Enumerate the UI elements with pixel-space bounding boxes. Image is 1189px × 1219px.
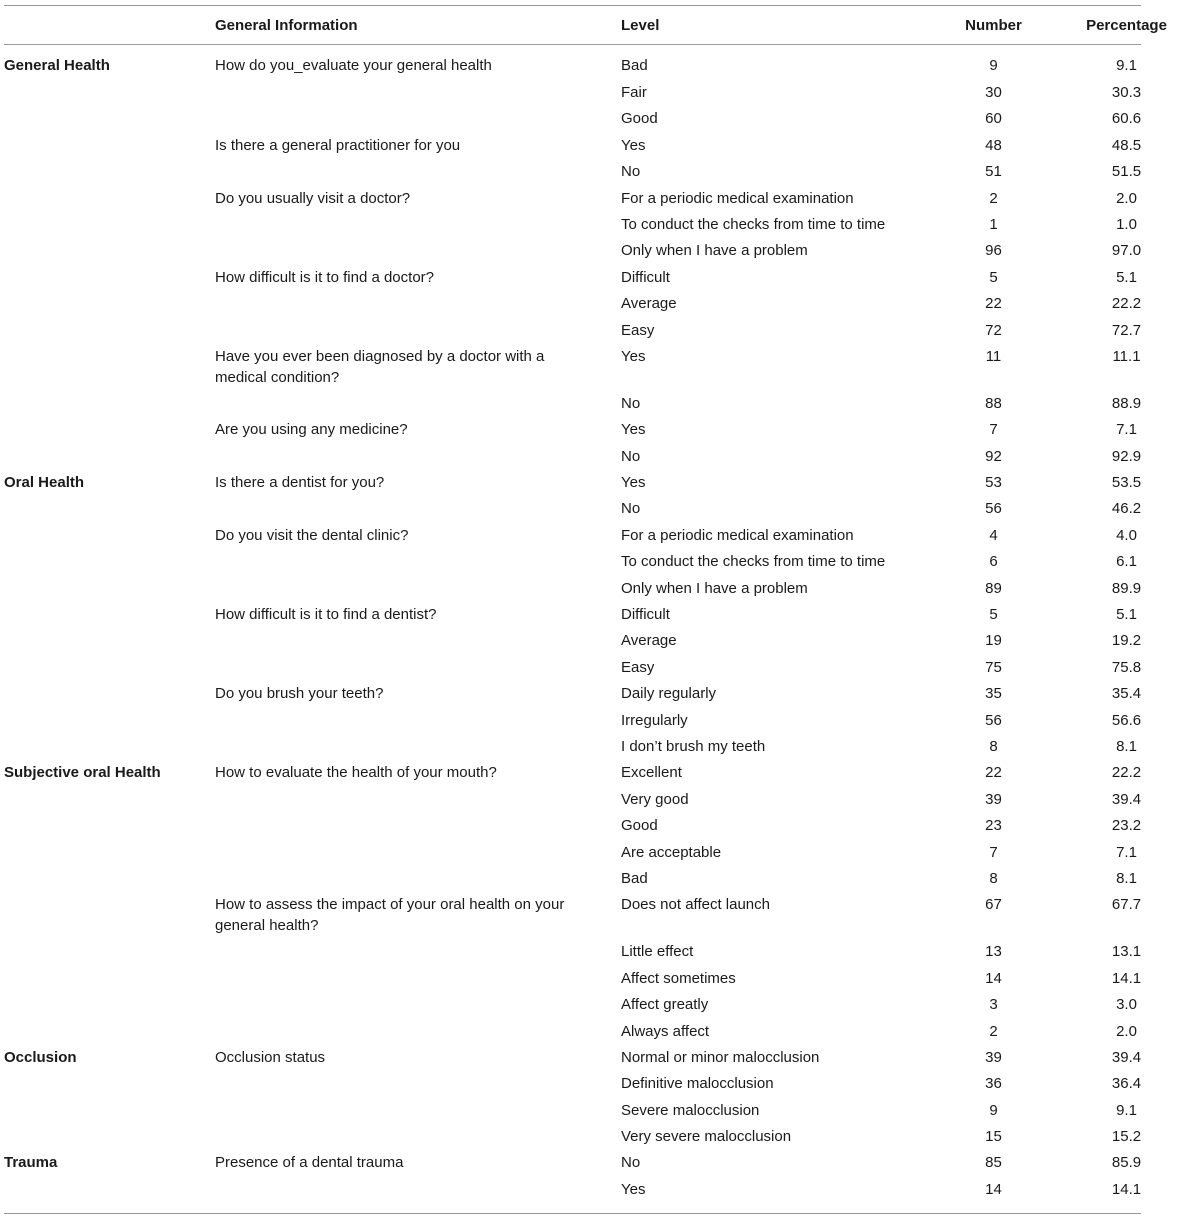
row-question	[215, 785, 621, 811]
row-question: How difficult is it to find a doctor?	[215, 268, 434, 286]
row-level: No	[621, 447, 641, 465]
row-number: 53	[985, 474, 1002, 492]
table-row	[4, 442, 1189, 468]
row-category	[4, 184, 215, 210]
row-category	[4, 236, 215, 262]
row-percentage: 36.4	[1111, 1075, 1142, 1093]
row-level: Difficult	[621, 268, 670, 286]
row-level: No	[621, 1154, 641, 1172]
row-level: Definitive malocclusion	[621, 1075, 774, 1093]
header-level: Level	[621, 16, 660, 34]
row-question	[215, 1017, 621, 1043]
table-row	[4, 1122, 1189, 1148]
row-category	[4, 521, 215, 547]
table-row	[4, 864, 1189, 890]
table-row	[4, 104, 1189, 130]
table-row	[4, 289, 1189, 315]
row-level: Excellent	[621, 764, 682, 782]
row-number: 96	[985, 242, 1002, 260]
row-level: Easy	[621, 321, 655, 339]
table-row	[4, 494, 1189, 520]
row-question	[215, 964, 621, 990]
row-category	[4, 1122, 215, 1148]
row-question	[215, 574, 621, 600]
row-question	[215, 990, 621, 1016]
row-question: How to assess the impact of your oral health on your general health?	[215, 896, 565, 935]
table-row	[4, 389, 1189, 415]
row-number: 48	[985, 136, 1002, 154]
row-percentage: 88.9	[1111, 394, 1142, 412]
row-category	[4, 574, 215, 600]
table-row	[4, 706, 1189, 732]
row-number: 23	[985, 817, 1002, 835]
row-number: 6	[989, 553, 998, 571]
row-question: Do you brush your teeth?	[215, 685, 384, 703]
row-number: 1	[989, 215, 998, 233]
row-category	[4, 964, 215, 990]
row-level: Average	[621, 295, 677, 313]
row-number: 5	[989, 268, 998, 286]
table-row	[4, 890, 1189, 937]
row-category	[4, 785, 215, 811]
table-row	[4, 236, 1189, 262]
row-category	[4, 990, 215, 1016]
row-category	[4, 442, 215, 468]
row-question	[215, 442, 621, 468]
row-category	[4, 316, 215, 342]
row-category	[4, 1017, 215, 1043]
table-row	[4, 1175, 1189, 1201]
row-number: 89	[985, 579, 1002, 597]
row-percentage: 89.9	[1111, 579, 1142, 597]
table-row	[4, 937, 1189, 963]
row-category	[4, 1096, 215, 1122]
row-question: Occlusion status	[215, 1048, 326, 1066]
table-row	[4, 521, 1189, 547]
row-percentage: 85.9	[1111, 1154, 1142, 1172]
row-question: Do you usually visit a doctor?	[215, 189, 411, 207]
table-row	[4, 44, 1189, 78]
table-row	[4, 263, 1189, 289]
header-number: Number	[965, 16, 1022, 34]
row-number: 3	[989, 996, 998, 1014]
row-percentage: 56.6	[1111, 711, 1142, 729]
row-level: Good	[621, 817, 658, 835]
row-question	[215, 157, 621, 183]
row-category	[4, 131, 215, 157]
row-level: Good	[621, 110, 658, 128]
row-level: Severe malocclusion	[621, 1101, 760, 1119]
row-level: Yes	[621, 1180, 646, 1198]
row-number: 11	[985, 347, 1002, 365]
row-percentage: 7.1	[1116, 843, 1137, 861]
row-question	[215, 236, 621, 262]
header-percentage: Percentage	[1086, 16, 1167, 34]
row-number: 14	[985, 969, 1002, 987]
row-level: Average	[621, 632, 677, 650]
row-category: Trauma	[4, 1154, 58, 1172]
row-level: Normal or minor malocclusion	[621, 1048, 820, 1066]
row-question: Have you ever been diagnosed by a doctor with a medical condition?	[215, 347, 545, 386]
row-level: To conduct the checks from time to time	[621, 553, 886, 571]
row-question	[215, 289, 621, 315]
row-number: 67	[985, 896, 1002, 914]
row-question	[215, 937, 621, 963]
row-category	[4, 415, 215, 441]
row-level: Bad	[621, 57, 648, 74]
row-level: Affect greatly	[621, 996, 709, 1014]
row-number: 5	[989, 606, 998, 624]
table-row	[4, 811, 1189, 837]
row-category	[4, 157, 215, 183]
row-level: Yes	[621, 474, 646, 492]
row-percentage: 72.7	[1111, 321, 1142, 339]
row-percentage: 6.1	[1116, 553, 1137, 571]
row-number: 4	[989, 526, 998, 544]
table-row	[4, 732, 1189, 758]
table-row	[4, 838, 1189, 864]
row-number: 60	[985, 110, 1002, 128]
row-percentage: 53.5	[1111, 474, 1142, 492]
row-category	[4, 289, 215, 315]
row-number: 30	[985, 84, 1002, 101]
row-number: 14	[985, 1180, 1002, 1198]
row-question: Are you using any medicine?	[215, 421, 408, 439]
row-question	[215, 653, 621, 679]
row-number: 8	[989, 869, 998, 887]
row-number: 8	[989, 737, 998, 755]
row-level: Always affect	[621, 1022, 710, 1040]
row-category	[4, 342, 215, 389]
row-level: Are acceptable	[621, 843, 722, 861]
row-question: How difficult is it to find a dentist?	[215, 606, 437, 624]
row-question	[215, 78, 621, 104]
row-category	[4, 653, 215, 679]
row-number: 39	[985, 1048, 1002, 1066]
row-number: 22	[985, 295, 1002, 313]
row-percentage: 60.6	[1111, 110, 1142, 128]
header-row	[4, 6, 1189, 44]
table-row	[4, 78, 1189, 104]
row-level: Affect sometimes	[621, 969, 736, 987]
header-general-information: General Information	[215, 16, 358, 34]
row-percentage: 5.1	[1116, 268, 1137, 286]
row-level: For a periodic medical examination	[621, 189, 854, 207]
row-percentage: 39.4	[1111, 790, 1142, 808]
row-level: For a periodic medical examination	[621, 526, 854, 544]
row-level: Yes	[621, 136, 646, 154]
row-number: 9	[989, 1101, 998, 1119]
row-category	[4, 600, 215, 626]
table-row	[4, 342, 1189, 389]
row-number: 35	[985, 685, 1002, 703]
row-question: Is there a dentist for you?	[215, 474, 385, 492]
table-row	[4, 131, 1189, 157]
row-question	[215, 316, 621, 342]
row-number: 2	[989, 189, 998, 207]
row-question	[215, 1069, 621, 1095]
row-category	[4, 78, 215, 104]
table-row	[4, 653, 1189, 679]
row-question	[215, 838, 621, 864]
row-percentage: 23.2	[1111, 817, 1142, 835]
row-number: 7	[989, 421, 998, 439]
table-row	[4, 468, 1189, 494]
row-category	[4, 494, 215, 520]
row-percentage: 4.0	[1116, 526, 1137, 544]
row-category	[4, 210, 215, 236]
row-level: I don’t brush my teeth	[621, 737, 766, 755]
row-number: 56	[985, 711, 1002, 729]
row-level: Very severe malocclusion	[621, 1128, 792, 1146]
row-percentage: 9.1	[1116, 1101, 1137, 1119]
table-row	[4, 157, 1189, 183]
row-number: 88	[985, 394, 1002, 412]
survey-table	[4, 6, 1189, 1201]
row-number: 2	[989, 1022, 998, 1040]
row-number: 19	[985, 632, 1002, 650]
row-category: Oral Health	[4, 474, 85, 492]
row-level: Irregularly	[621, 711, 688, 729]
row-number: 36	[985, 1075, 1002, 1093]
row-category	[4, 547, 215, 573]
row-percentage: 14.1	[1111, 969, 1142, 987]
bottom-rule	[4, 1213, 1141, 1214]
row-percentage: 2.0	[1116, 189, 1137, 207]
row-level: Easy	[621, 658, 655, 676]
row-question	[215, 626, 621, 652]
row-level: No	[621, 394, 641, 412]
row-number: 56	[985, 500, 1002, 518]
row-number: 72	[985, 321, 1002, 339]
row-percentage: 51.5	[1111, 163, 1142, 181]
table-row	[4, 1096, 1189, 1122]
row-question: How to evaluate the health of your mouth?	[215, 764, 497, 782]
row-percentage: 92.9	[1111, 447, 1142, 465]
row-percentage: 30.3	[1111, 84, 1142, 101]
row-category	[4, 937, 215, 963]
table-row	[4, 964, 1189, 990]
row-level: Bad	[621, 869, 648, 887]
row-level: Only when I have a problem	[621, 579, 808, 597]
row-category	[4, 864, 215, 890]
row-category	[4, 104, 215, 130]
row-number: 13	[985, 943, 1002, 961]
header-category	[4, 6, 215, 44]
row-percentage: 19.2	[1111, 632, 1142, 650]
row-number: 15	[985, 1128, 1002, 1146]
row-number: 85	[985, 1154, 1002, 1172]
table-body	[4, 44, 1189, 1201]
table-row	[4, 990, 1189, 1016]
row-percentage: 1.0	[1116, 215, 1137, 233]
table-row	[4, 547, 1189, 573]
row-level: Difficult	[621, 606, 670, 624]
row-level: To conduct the checks from time to time	[621, 215, 886, 233]
row-category	[4, 838, 215, 864]
row-level: Daily regularly	[621, 685, 717, 703]
row-percentage: 67.7	[1111, 896, 1142, 914]
table-row	[4, 184, 1189, 210]
row-question	[215, 547, 621, 573]
row-question: How do you_evaluate your general health	[215, 57, 492, 74]
row-question: Presence of a dental trauma	[215, 1154, 404, 1172]
row-percentage: 48.5	[1111, 136, 1142, 154]
row-category	[4, 626, 215, 652]
row-question	[215, 732, 621, 758]
row-category	[4, 1069, 215, 1095]
row-level: Yes	[621, 421, 646, 439]
row-percentage: 22.2	[1111, 295, 1142, 313]
table-row	[4, 316, 1189, 342]
row-percentage: 75.8	[1111, 658, 1142, 676]
row-number: 9	[989, 57, 998, 74]
row-category	[4, 263, 215, 289]
row-percentage: 13.1	[1111, 943, 1142, 961]
row-percentage: 39.4	[1111, 1048, 1142, 1066]
row-percentage: 11.1	[1112, 347, 1141, 365]
row-number: 39	[985, 790, 1002, 808]
row-level: No	[621, 163, 641, 181]
row-question	[215, 389, 621, 415]
row-category: Subjective oral Health	[4, 764, 161, 782]
row-number: 22	[985, 764, 1002, 782]
row-level: Only when I have a problem	[621, 242, 808, 260]
row-question	[215, 1175, 621, 1201]
table-row	[4, 626, 1189, 652]
table-row	[4, 600, 1189, 626]
row-question	[215, 210, 621, 236]
row-category	[4, 811, 215, 837]
row-percentage: 8.1	[1116, 737, 1137, 755]
row-percentage: 22.2	[1111, 764, 1142, 782]
row-percentage: 5.1	[1116, 606, 1137, 624]
table-row	[4, 210, 1189, 236]
row-question: Is there a general practitioner for you	[215, 136, 461, 154]
row-percentage: 15.2	[1111, 1128, 1142, 1146]
row-question	[215, 494, 621, 520]
table-row	[4, 1069, 1189, 1095]
row-percentage: 14.1	[1111, 1180, 1142, 1198]
row-question: Do you visit the dental clinic?	[215, 526, 409, 544]
row-category	[4, 1175, 215, 1201]
row-question	[215, 864, 621, 890]
row-percentage: 8.1	[1116, 869, 1137, 887]
row-level: No	[621, 500, 641, 518]
row-question	[215, 1096, 621, 1122]
row-category	[4, 706, 215, 732]
row-percentage: 3.0	[1116, 996, 1137, 1014]
table-row	[4, 679, 1189, 705]
row-category	[4, 890, 215, 937]
row-category: General Health	[4, 57, 110, 74]
table-row	[4, 574, 1189, 600]
row-question	[215, 104, 621, 130]
row-percentage: 9.1	[1116, 57, 1137, 74]
table-row	[4, 758, 1189, 784]
row-percentage: 2.0	[1116, 1022, 1137, 1040]
row-category	[4, 732, 215, 758]
row-question	[215, 1122, 621, 1148]
table-row	[4, 1148, 1189, 1174]
row-percentage: 35.4	[1111, 685, 1142, 703]
row-level: Little effect	[621, 943, 694, 961]
table-row	[4, 1017, 1189, 1043]
table-row	[4, 785, 1189, 811]
row-number: 75	[985, 658, 1002, 676]
row-level: Fair	[621, 84, 647, 101]
table-row	[4, 1043, 1189, 1069]
row-number: 92	[985, 447, 1002, 465]
row-question	[215, 811, 621, 837]
row-percentage: 7.1	[1116, 421, 1137, 439]
row-number: 7	[989, 843, 998, 861]
row-level: Yes	[621, 347, 646, 365]
row-percentage: 97.0	[1111, 242, 1142, 260]
row-level: Very good	[621, 790, 689, 808]
row-level: Does not affect launch	[621, 896, 770, 914]
table-row	[4, 415, 1189, 441]
row-category: Occlusion	[4, 1048, 77, 1066]
row-category	[4, 679, 215, 705]
row-question	[215, 706, 621, 732]
row-number: 51	[985, 163, 1002, 181]
row-percentage: 46.2	[1111, 500, 1142, 518]
row-category	[4, 389, 215, 415]
